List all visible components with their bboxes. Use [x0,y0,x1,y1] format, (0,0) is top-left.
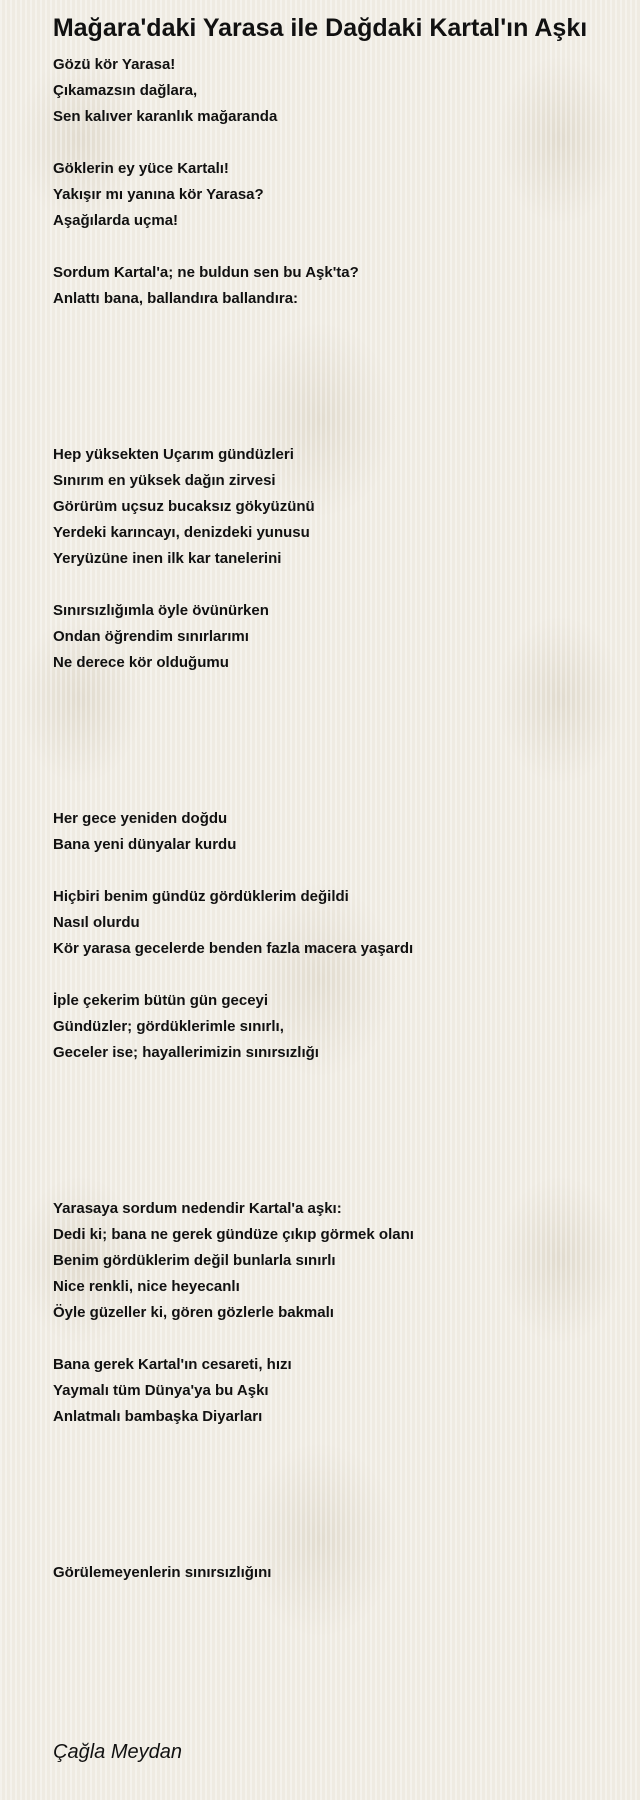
poem-line: Sınırsızlığımla öyle övünürken [53,602,269,619]
poem-line: Bana yeni dünyalar kurdu [53,836,237,853]
poem-line: Sen kalıver karanlık mağaranda [53,108,278,125]
poem-line: Yakışır mı yanına kör Yarasa? [53,186,264,203]
poem-line: Her gece yeniden doğdu [53,810,228,827]
poem-line: Öyle güzeller ki, gören gözlerle bakmalı [53,1304,334,1321]
poem-line: Aşağılarda uçma! [53,212,179,229]
poem-line: Anlattı bana, ballandıra ballandıra: [53,290,299,307]
poem-line: Görülemeyenlerin sınırsızlığını [53,1564,272,1581]
poem-line: Bana gerek Kartal'ın cesareti, hızı [53,1356,292,1373]
poem-line: Yeryüzüne inen ilk kar tanelerini [53,550,282,567]
poem-line: Benim gördüklerim değil bunlarla sınırlı [53,1252,336,1269]
poem-line: Görürüm uçsuz bucaksız gökyüzünü [53,498,315,515]
poem-line: Ondan öğrendim sınırlarımı [53,628,249,645]
poem-line: Hep yüksekten Uçarım gündüzleri [53,446,294,463]
poem-line: Nasıl olurdu [53,914,140,931]
poem-line: Çıkamazsın dağlara, [53,82,198,99]
poem-line: İple çekerim bütün gün geceyi [53,992,269,1009]
poem-line: Hiçbiri benim gündüz gördüklerim değildi [53,888,349,905]
poem-line: Anlatmalı bambaşka Diyarları [53,1408,263,1425]
poem-line: Yaymalı tüm Dünya'ya bu Aşkı [53,1382,269,1399]
poem-line: Kör yarasa gecelerde benden fazla macera yaşardı [53,940,414,957]
poem-line: Gündüzler; gördüklerimle sınırlı, [53,1018,284,1035]
author-name: Çağla Meydan [53,1741,182,1763]
poem-line: Gözü kör Yarasa! [53,56,176,73]
poem-line: Sordum Kartal'a; ne buldun sen bu Aşk'ta? [53,264,359,281]
poem-line: Dedi ki; bana ne gerek gündüze çıkıp görmek olanı [53,1226,414,1243]
poem-line: Göklerin ey yüce Kartalı! [53,160,229,177]
poem-line: Ne derece kör olduğumu [53,654,229,671]
poem-title: Mağara'daki Yarasa ile Dağdaki Kartal'ın Aşkı [52,14,588,42]
poem-line: Geceler ise; hayallerimizin sınırsızlığı [53,1044,319,1061]
poem-line: Sınırım en yüksek dağın zirvesi [53,472,276,489]
poem-body [53,52,613,1586]
poem-line: Yarasaya sordum nedendir Kartal'a aşkı: [53,1200,342,1217]
poem-line: Yerdeki karıncayı, denizdeki yunusu [53,524,310,541]
poem-line: Nice renkli, nice heyecanlı [53,1278,240,1295]
